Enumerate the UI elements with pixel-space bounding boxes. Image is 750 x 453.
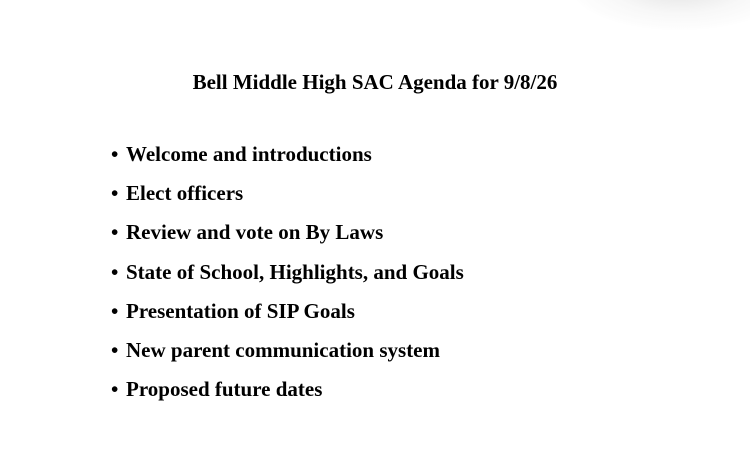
agenda-list [111, 141, 464, 415]
bullet-icon: • [111, 337, 119, 362]
agenda-item-bylaws [111, 219, 464, 258]
agenda-item-text: Proposed future dates [126, 377, 323, 402]
agenda-item-text: Review and vote on By Laws [126, 220, 384, 245]
bullet-icon: • [111, 259, 119, 284]
agenda-item-text: Presentation of SIP Goals [126, 298, 355, 323]
agenda-item-future-dates [111, 376, 464, 415]
bullet-icon: • [111, 220, 119, 245]
agenda-item-communication-system [111, 337, 464, 376]
bullet-icon: • [111, 142, 119, 166]
bullet-icon: • [111, 377, 119, 402]
agenda-item-elect-officers [111, 180, 464, 219]
bullet-icon: • [111, 181, 119, 206]
agenda-item-sip-goals [111, 298, 464, 337]
agenda-item-state-of-school [111, 259, 464, 298]
corner-shadow [570, 0, 750, 30]
page-title: Bell Middle High SAC Agenda for 9/8/26 [192, 70, 558, 94]
agenda-item-text: Elect officers [126, 181, 244, 206]
agenda-item-text: Welcome and introductions [126, 142, 372, 166]
agenda-item-welcome [111, 141, 464, 180]
agenda-item-text: State of School, Highlights, and Goals [126, 259, 464, 284]
agenda-item-text: New parent communication system [126, 337, 440, 362]
bullet-icon: • [111, 298, 119, 323]
